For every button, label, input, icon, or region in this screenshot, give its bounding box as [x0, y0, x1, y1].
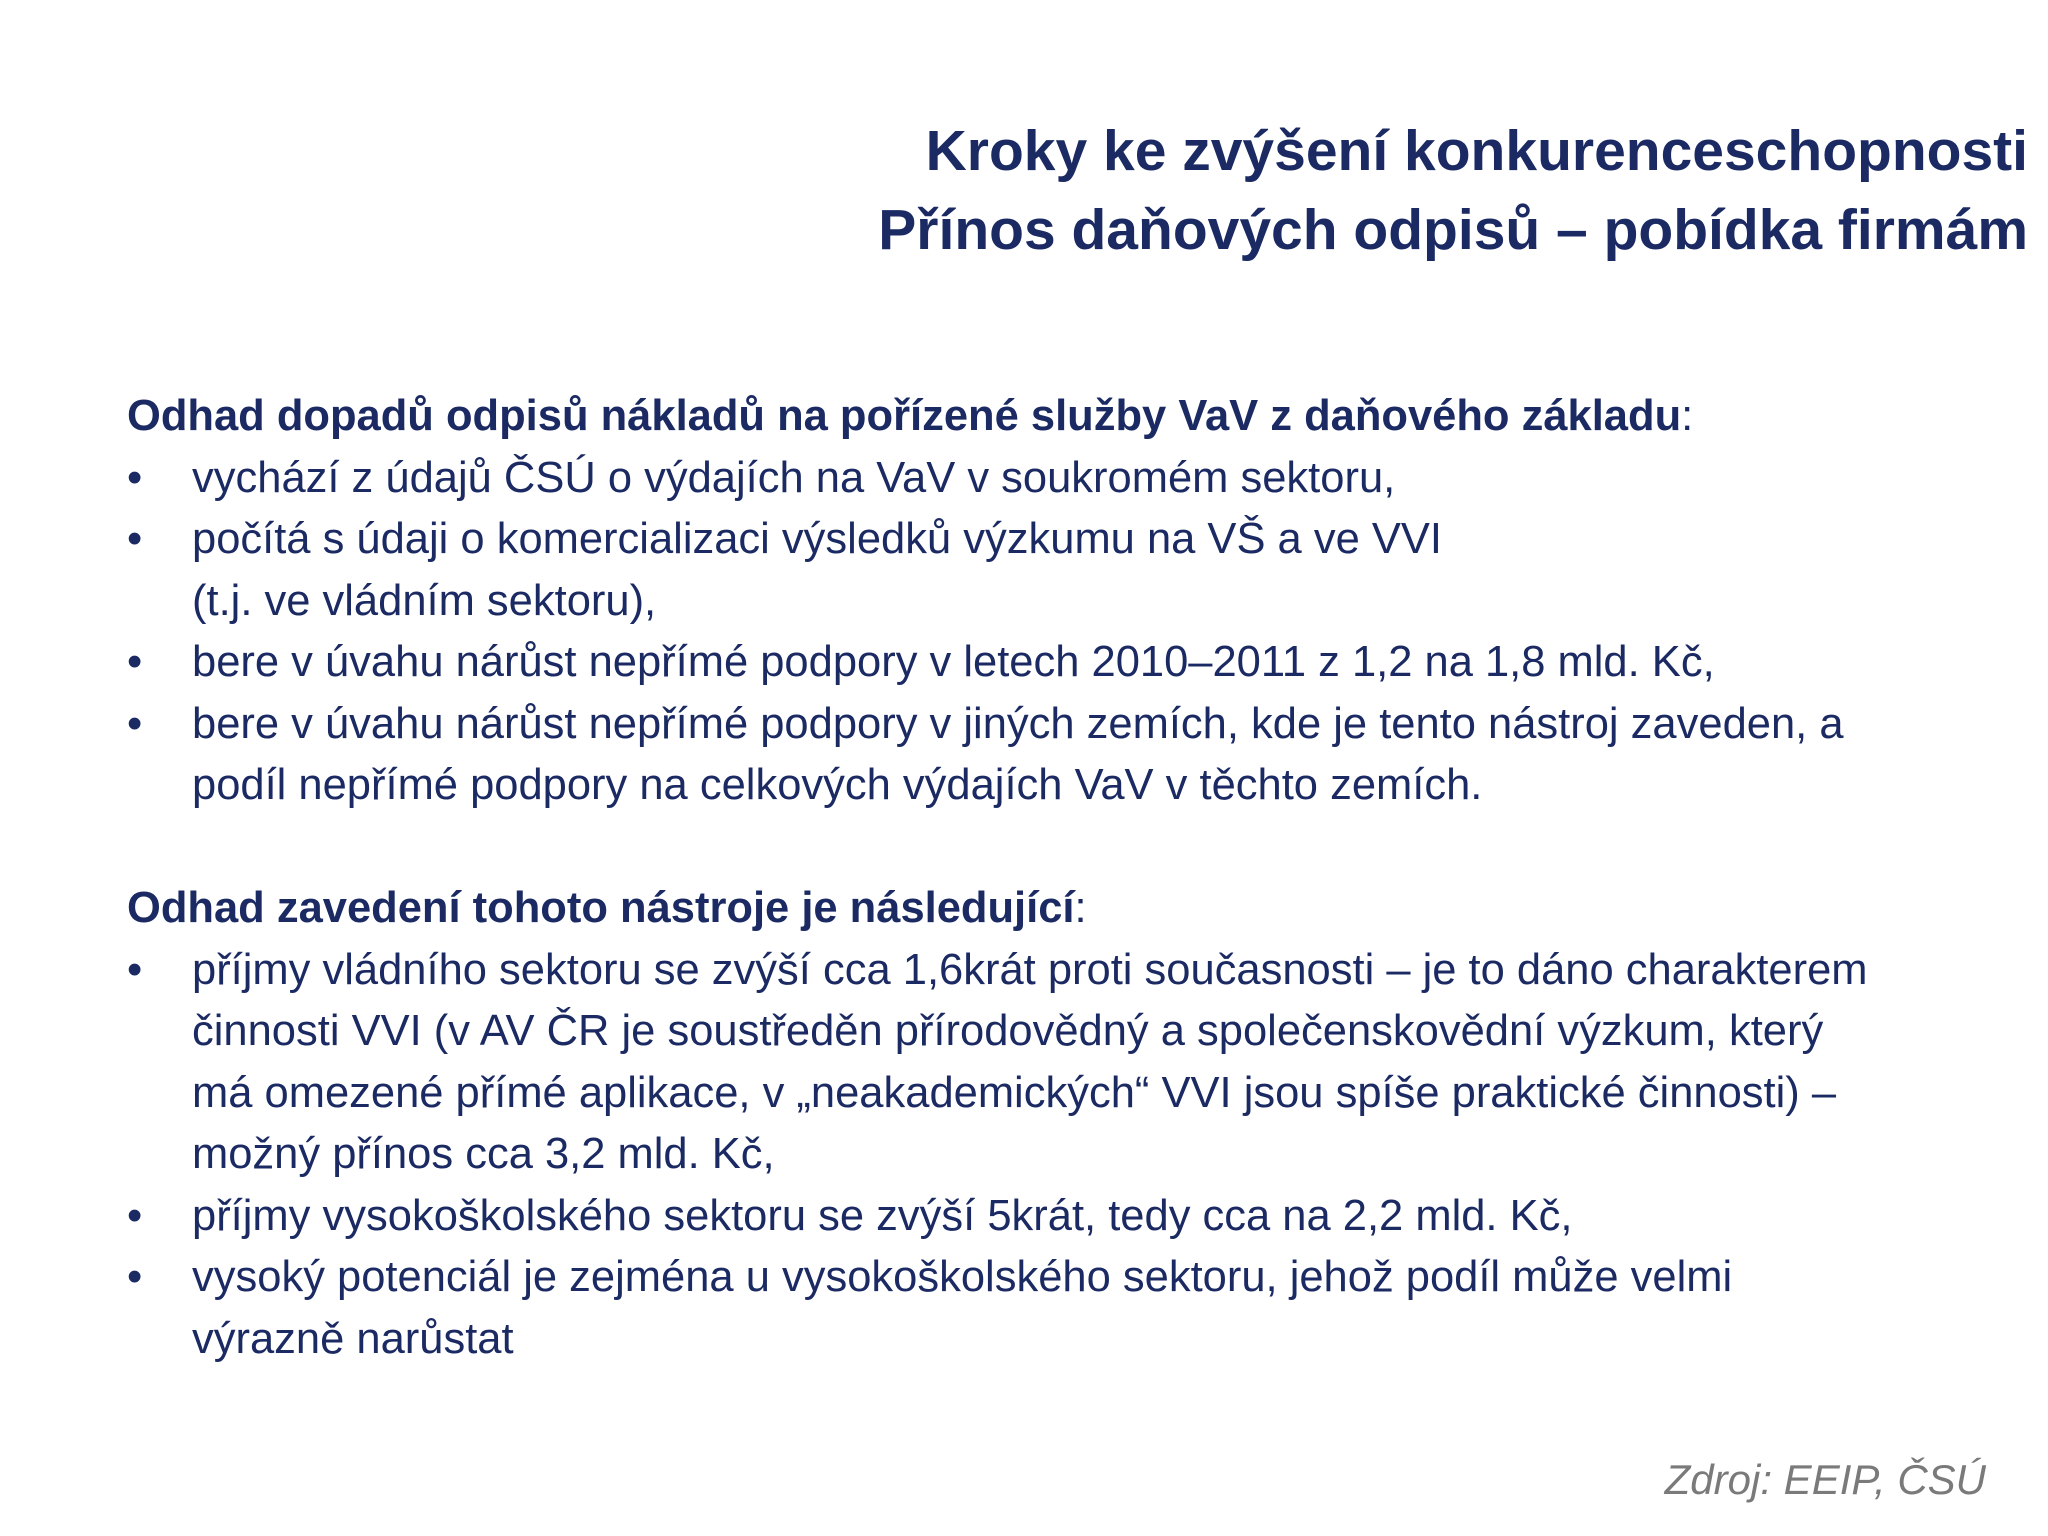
section-1-heading-text: Odhad dopadů odpisů nákladů na pořízené služby VaV z daňového základu — [127, 392, 1682, 440]
bullet-line: bere v úvahu nárůst nepřímé podpory v letech 2010–2011 z 1,2 na 1,8 mld. Kč, — [192, 638, 1715, 686]
bullet-dot-icon: • — [127, 945, 143, 994]
bullet-line: počítá s údaji o komercializaci výsledků výzkumu na VŠ a ve VVI — [192, 515, 1442, 563]
bullet-line: podíl nepřímé podpory na celkových výdajích VaV v těchto zemích. — [192, 761, 1483, 809]
bullet-dot-icon: • — [127, 1253, 143, 1301]
section-1-heading — [127, 386, 2027, 448]
section-2-bullet-list — [127, 940, 2027, 1371]
bullet-dot-icon: • — [127, 638, 143, 686]
bullet-line: má omezené přímé aplikace, v „neakademických“ VVI jsou spíše praktické činnosti) – — [192, 1068, 1837, 1117]
bullet-item — [127, 694, 2027, 817]
section-1-heading-colon: : — [1681, 392, 1694, 440]
section-2-heading-colon: : — [1074, 884, 1087, 932]
bullet-line: příjmy vysokoškolského sektoru se zvýší 5krát, tedy cca na 2,2 mld. Kč, — [192, 1191, 1573, 1240]
bullet-line: možný přínos cca 3,2 mld. Kč, — [192, 1130, 775, 1178]
bullet-item — [127, 1247, 2027, 1370]
bullet-dot-icon: • — [127, 453, 143, 502]
section-2-heading — [127, 878, 2027, 940]
bullet-line: činnosti VVI (v AV ČR je soustředěn přírodovědný a společenskovědní výzkum, který — [192, 1007, 1824, 1055]
section-2-heading-text: Odhad zavedení tohoto nástroje je následující — [127, 884, 1075, 932]
bullet-item — [127, 632, 2027, 694]
slide-content — [127, 386, 2027, 1370]
bullet-line: vysoký potenciál je zejména u vysokoškolského sektoru, jehož podíl může velmi — [192, 1253, 1733, 1301]
bullet-item — [127, 509, 2027, 632]
bullet-line: (t.j. ve vládním sektoru), — [192, 576, 657, 625]
section-1-bullet-list — [127, 448, 2027, 817]
source-note: Zdroj: EEIP, ČSÚ — [1664, 1456, 1986, 1503]
title-line-2: Přínos daňových odpisů – pobídka firmám — [878, 198, 2028, 262]
bullet-item — [127, 448, 2027, 510]
bullet-item — [127, 1186, 2027, 1248]
bullet-line: příjmy vládního sektoru se zvýší cca 1,6krát proti současnosti – je to dáno charakterem — [192, 945, 1868, 994]
bullet-line: bere v úvahu nárůst nepřímé podpory v jiných zemích, kde je tento nástroj zaveden, a — [192, 699, 1844, 748]
bullet-dot-icon: • — [127, 515, 143, 563]
section-spacer — [127, 817, 2027, 879]
slide-title — [878, 112, 2028, 270]
bullet-line: vychází z údajů ČSÚ o výdajích na VaV v soukromém sektoru, — [192, 453, 1396, 502]
title-line-1: Kroky ke zvýšení konkurenceschopnosti — [925, 119, 2028, 183]
bullet-dot-icon: • — [127, 699, 143, 748]
bullet-line: výrazně narůstat — [192, 1314, 514, 1363]
bullet-dot-icon: • — [127, 1191, 143, 1240]
bullet-item — [127, 940, 2027, 1186]
